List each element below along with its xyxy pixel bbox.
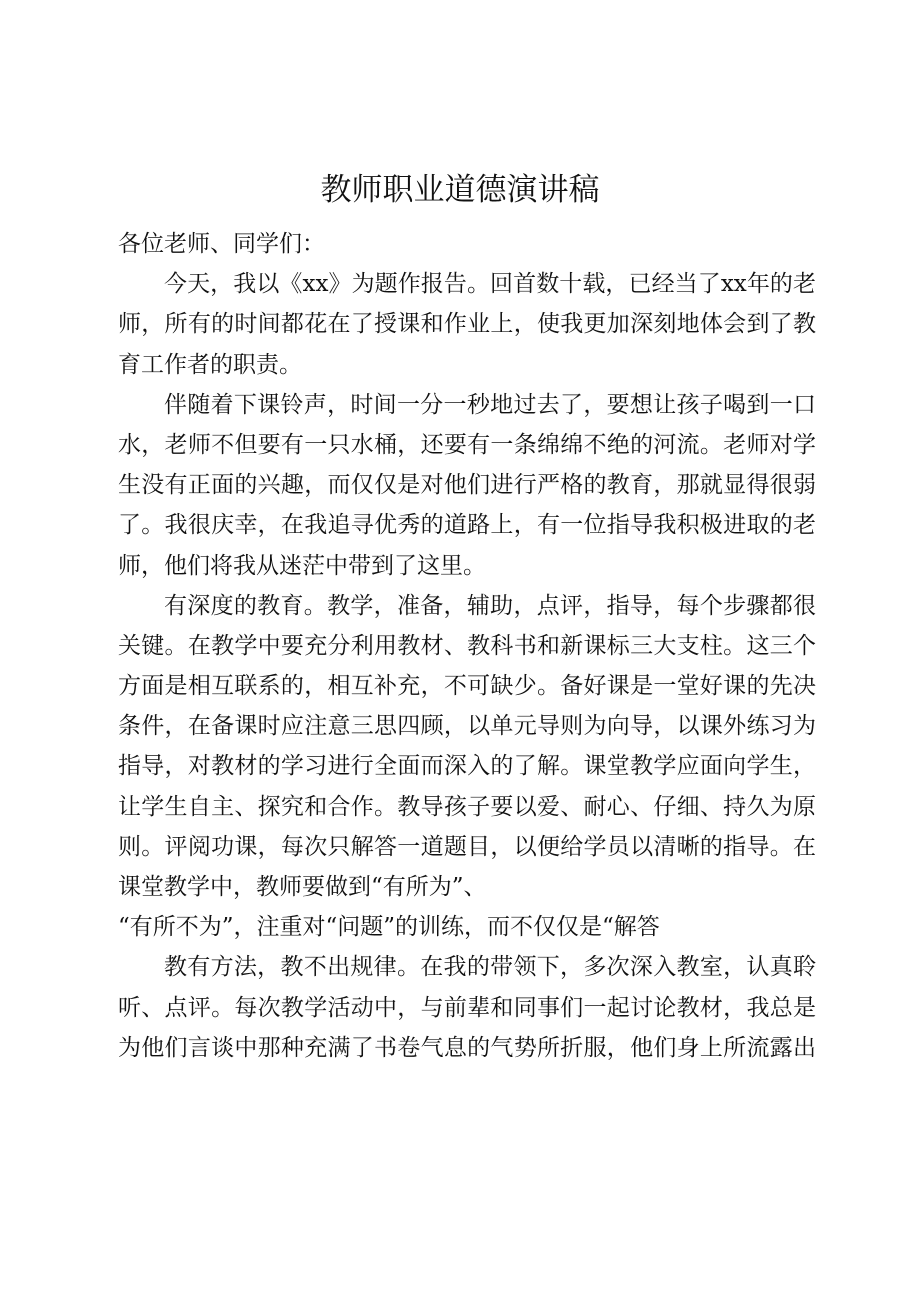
paragraph-line: 教有方法，教不出规律。在我的带领下，多次深入教室，认真聆	[164, 954, 816, 981]
paragraph-line: 师，所有的时间都花在了授课和作业上，使我更加深刻地体会到了教	[118, 311, 816, 338]
paragraph-line: 让学生自主、探究和合作。教导孩子要以爱、耐心、仔细、持久为原	[118, 793, 816, 820]
paragraph-line: 伴随着下课铃声，时间一分一秒地过去了，要想让孩子喝到一口	[164, 391, 816, 418]
document-body	[118, 224, 816, 1068]
paragraph-line: 有深度的教育。教学，准备，辅助，点评，指导，每个步骤都很	[164, 592, 816, 619]
document-title: 教师职业道德演讲稿	[320, 172, 600, 208]
paragraph-line: 方面是相互联系的，相互补充，不可缺少。备好课是一堂好课的先决	[118, 673, 816, 700]
paragraph-line: 今天，我以《xx》为题作报告。回首数十载，已经当了xx年的老	[164, 271, 816, 298]
paragraph-line: 水，老师不但要有一只水桶，还要有一条绵绵不绝的河流。老师对学	[118, 431, 816, 458]
paragraph-line: 课堂教学中，教师要做到“有所为”、	[118, 874, 487, 900]
paragraph-line: 关键。在教学中要充分利用教材、教科书和新课标三大支柱。这三个	[118, 632, 816, 659]
paragraph-line: 育工作者的职责。	[118, 351, 302, 378]
paragraph-line: 了。我很庆幸，在我追寻优秀的道路上，有一位指导我积极进取的老	[118, 512, 816, 539]
paragraph-line: 为他们言谈中那种充满了书卷气息的气势所折服，他们身上所流露出	[118, 1034, 816, 1061]
paragraph-line: 指导，对教材的学习进行全面而深入的了解。课堂教学应面向学生，	[118, 753, 816, 780]
paragraph-line: 则。评阅功课，每次只解答一道题目，以便给学员以清晰的指导。在	[118, 833, 816, 860]
paragraph-line: 生没有正面的兴趣，而仅仅是对他们进行严格的教育，那就显得很弱	[118, 472, 816, 499]
paragraph-line: 条件，在备课时应注意三思四顾，以单元导则为向导，以课外练习为	[118, 713, 816, 740]
paragraph-line: “有所不为”，注重对“问题”的训练，而不仅仅是“解答	[118, 914, 660, 941]
paragraph-line: 师，他们将我从迷茫中带到了这里。	[118, 552, 486, 579]
paragraph-line: 听、点评。每次教学活动中，与前辈和同事们一起讨论教材，我总是	[118, 994, 816, 1021]
greeting: 各位老师、同学们：	[118, 231, 325, 257]
